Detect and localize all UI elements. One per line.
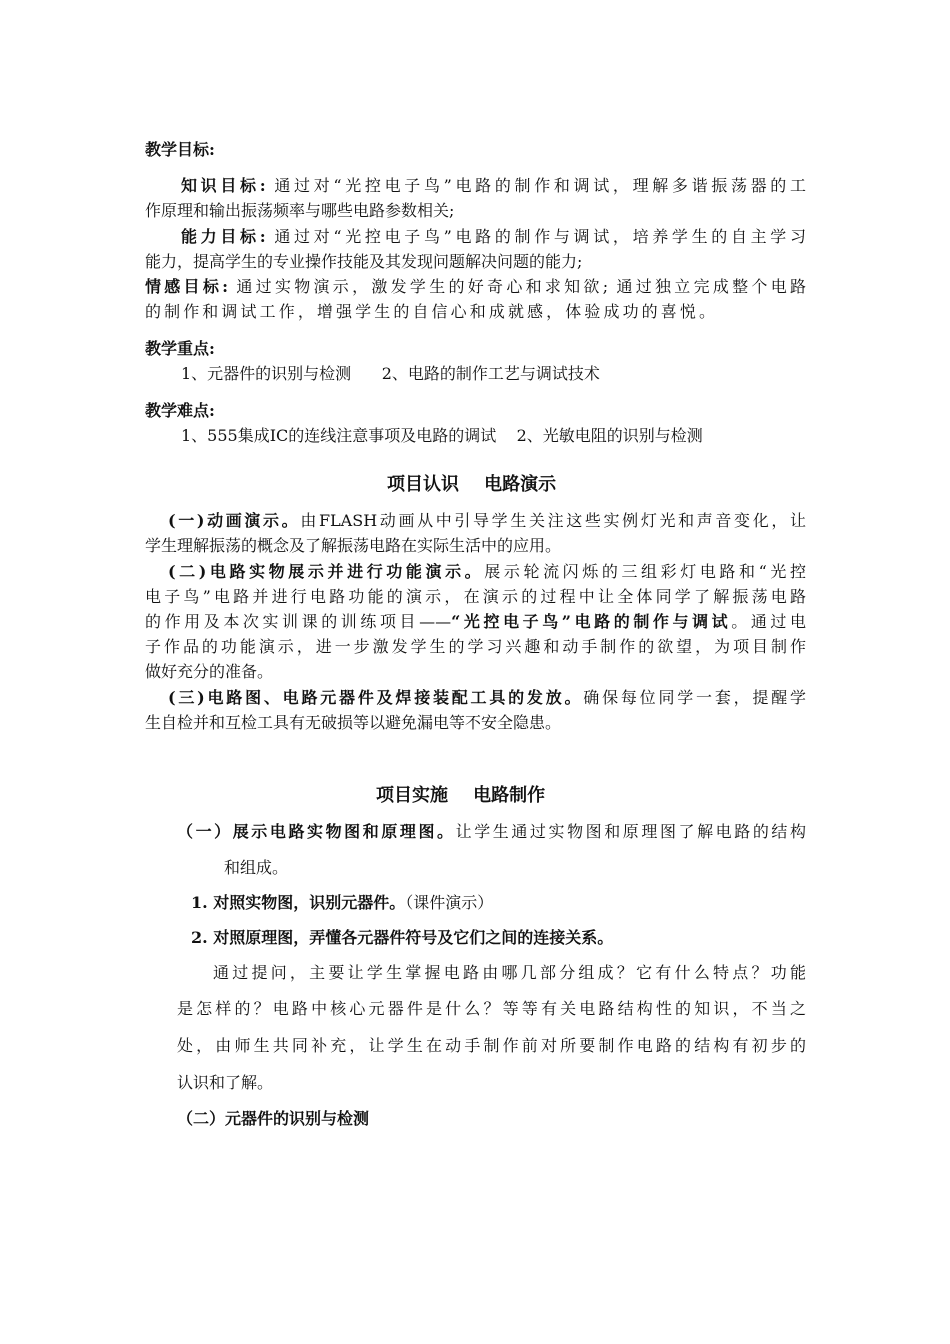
s2-p1-line-1 <box>177 821 806 843</box>
knowledge-goal-line-1 <box>181 175 806 197</box>
section2-title: 项目实施 电路制作 <box>376 785 546 806</box>
key-points-line: 1、元器件的识别与检测 2、电路的制作工艺与调试技术 <box>181 364 600 383</box>
s1-p3-label: (三)电路图、电路元器件及焊接装配工具的发放。 <box>168 688 584 707</box>
s1-p1-label: (一)动画演示。 <box>168 511 301 530</box>
s1-p2-line-1 <box>168 561 806 583</box>
ability-goal-line-2: 能力，提高学生的专业操作技能及其发现问题解决问题的能力; <box>145 252 583 271</box>
s2-p1-text: 让学生通过实物图和原理图了解电路的结构 <box>455 822 806 841</box>
s1-p2-line-3 <box>145 611 806 633</box>
s1-p3-line-2: 生自检并和互检工具有无破损等以避免漏电等不安全隐患。 <box>145 713 562 732</box>
knowledge-goal-label: 知识目标: <box>181 176 266 195</box>
s1-p3-text: 确保每位同学一套，提醒学 <box>583 688 806 707</box>
s1-p2-line-3-text: 的作用及本次实训课的训练项目—— <box>145 612 452 631</box>
s2-para-line-1: 通过提问，主要让学生掌握电路由哪几部分组成？它有什么特点？功能 <box>213 963 806 982</box>
s2-item-1-label: 1. 对照实物图，识别元器件。 <box>191 893 406 912</box>
s2-p1-label: （一）展示电路实物图和原理图。 <box>177 822 456 841</box>
s1-p2-line-2: 电子鸟”电路并进行电路功能的演示，在演示的过程中让全体同学了解振荡电路 <box>145 587 806 606</box>
knowledge-goal-text: 通过对“光控电子鸟”电路的制作和调试，理解多谐振荡器的工 <box>274 176 806 195</box>
s2-item-2: 2. 对照原理图，弄懂各元器件符号及它们之间的连接关系。 <box>191 928 614 947</box>
s1-p1-line-1 <box>168 510 806 532</box>
ability-goal-text: 通过对“光控电子鸟”电路的制作与调试，培养学生的自主学习 <box>274 227 806 246</box>
s1-p1-text: 由FLASH动画从中引导学生关注这些实例灯光和声音变化，让 <box>300 511 806 530</box>
s2-item-1-note: （课件演示） <box>405 893 494 912</box>
s2-para-line-3: 处，由师生共同补充，让学生在动手制作前对所要制作电路的结构有初步的 <box>177 1036 806 1055</box>
s2-para-line-2: 是怎样的？电路中核心元器件是什么？等等有关电路结构性的知识，不当之 <box>177 999 806 1018</box>
s1-p2-line-4: 子作品的功能演示，进一步激发学生的学习兴趣和动手制作的欲望，为项目制作 <box>145 637 806 656</box>
s2-p2-heading: （二）元器件的识别与检测 <box>177 1109 370 1128</box>
s1-p2-line-3-tail: 。通过电 <box>731 612 806 631</box>
s1-p2-text: 展示轮流闪烁的三组彩灯电路和“光控 <box>484 562 806 581</box>
emotion-goal-line-2: 的制作和调试工作，增强学生的自信心和成就感，体验成功的喜悦。 <box>145 302 715 321</box>
s2-item-1 <box>191 892 493 914</box>
emotion-goal-text: 通过实物演示，激发学生的好奇心和求知欲; 通过独立完成整个电路 <box>236 277 806 296</box>
s1-p3-line-1 <box>168 687 806 709</box>
s1-p2-line-5: 做好充分的准备。 <box>145 662 274 681</box>
project-name-emphasis: “光控电子鸟”电路的制作与调试 <box>451 612 732 631</box>
s1-p1-line-2: 学生理解振荡的概念及了解振荡电路在实际生活中的应用。 <box>145 536 562 555</box>
difficulties-line: 1、555集成IC的连线注意事项及电路的调试 2、光敏电阻的识别与检测 <box>181 426 703 445</box>
key-points-heading: 教学重点: <box>145 339 215 358</box>
knowledge-goal-line-2: 作原理和输出振荡频率与哪些电路参数相关; <box>145 201 455 220</box>
ability-goal-label: 能力目标: <box>181 227 266 246</box>
emotion-goal-label: 情感目标: <box>145 277 229 296</box>
section1-title: 项目认识 电路演示 <box>387 474 557 495</box>
s2-p1-line-2: 和组成。 <box>224 858 289 877</box>
emotion-goal-line-1 <box>145 276 806 298</box>
ability-goal-line-1 <box>181 226 806 248</box>
goals-heading: 教学目标: <box>145 140 215 159</box>
difficulties-heading: 教学难点: <box>145 401 215 420</box>
s2-para-line-4: 认识和了解。 <box>177 1073 274 1092</box>
s1-p2-label: (二)电路实物展示并进行功能演示。 <box>168 562 485 581</box>
